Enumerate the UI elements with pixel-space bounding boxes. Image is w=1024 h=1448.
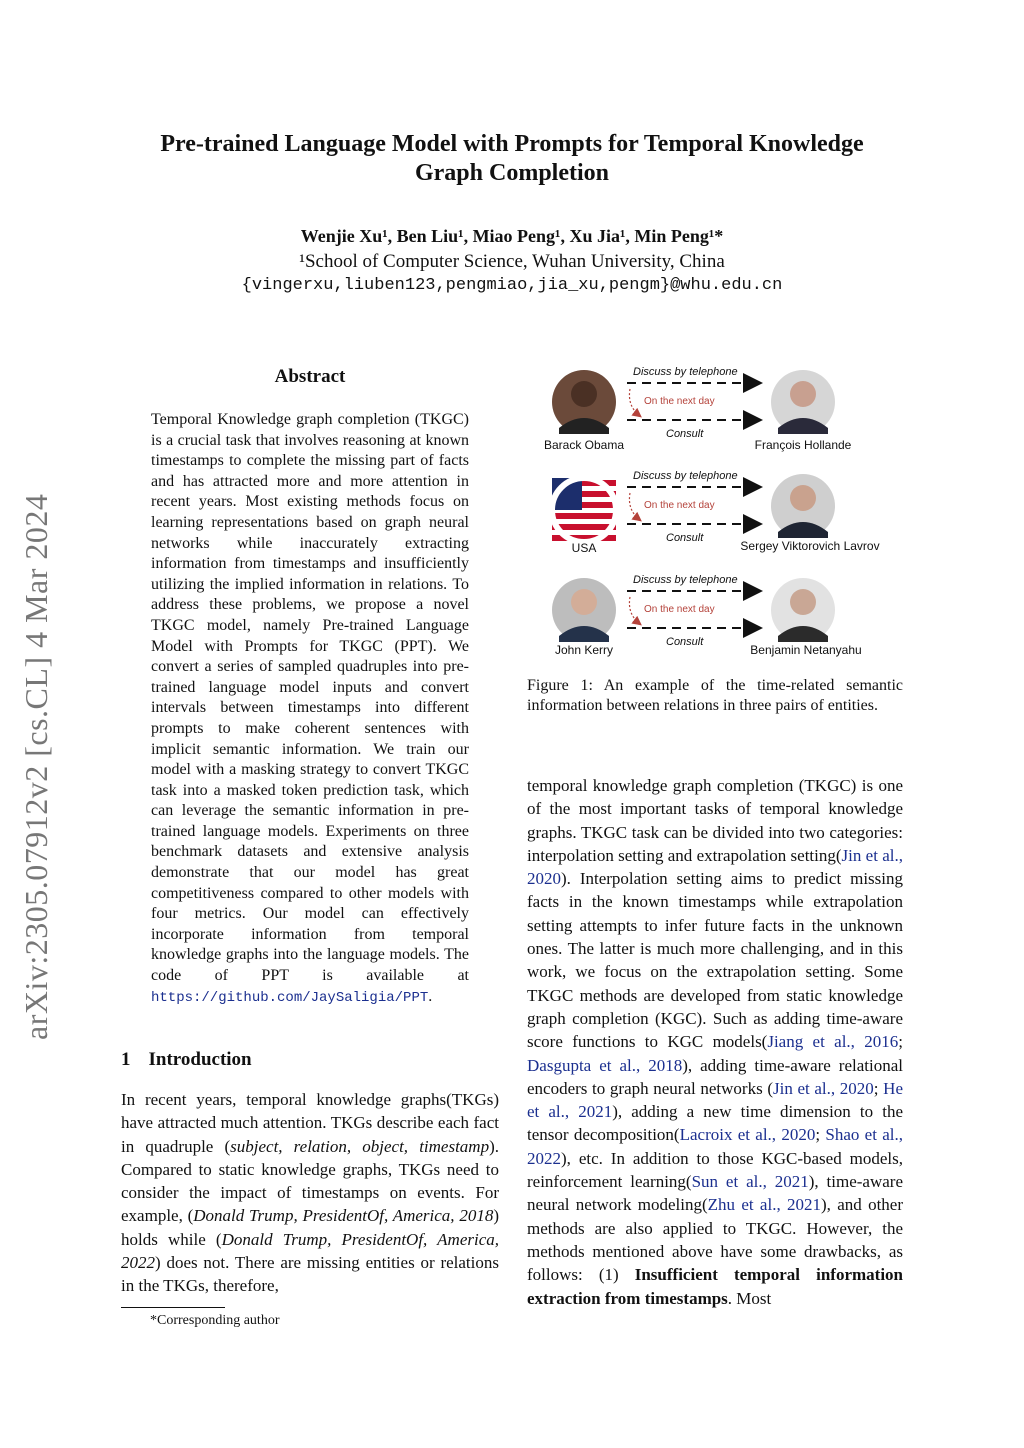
paper-title: Pre-trained Language Model with Prompts for Temporal Knowledge Graph Completion [160, 131, 864, 186]
entity-left-label: John Kerry [554, 643, 614, 657]
section-heading-introduction: 1 Introduction [121, 1049, 252, 1070]
footnote: *Corresponding author [150, 1313, 280, 1328]
next-day-label: On the next day [644, 500, 715, 511]
relation-label-bottom: Consult [666, 428, 704, 440]
abstract-heading: Abstract [274, 366, 346, 387]
citation-link[interactable]: Zhu et al., 2021 [707, 1195, 822, 1215]
abstract-body: Temporal Knowledge graph completion (TKGC) is a crucial task that involves reasoning at known timestamps to complete the missing part of facts and has attracted more and more attention in recent years. Most existing methods focus on learning representations based on graph neural networks while inaccurately extracting information from timestamps and insufficiently utilizing the implied information in relations. To address these problems, we propose a novel TKGC model, namely Pre-trained Language Model with Prompts for TKGC (PPT). We convert a series of sampled quadruples into pre-trained language model inputs and convert intervals between timestamps into different prompts to make coherent sentences with implicit semantic information. We train our model with a masking strategy to convert TKGC task into a masked token prediction task, which can leverage the semantic information in pre-trained language models. Experiments on three benchmark datasets and extensive analysis demonstrate that our model has great competitiveness compared to other models with four metrics. Our model can effectively incorporate information from temporal knowledge graphs into the language models. The code of PPT is available at https://github.com/JaySaligia/PPT. [151, 411, 469, 1006]
entity-pair-1 [544, 366, 852, 452]
next-day-label: On the next day [644, 396, 715, 407]
author-list: Wenjie Xu¹, Ben Liu¹, Miao Peng¹, Xu Jia¹, Min Peng¹* [300, 226, 724, 246]
relation-label-top: Discuss by telephone [633, 574, 738, 586]
author-emails: {vingerxu,liuben123,pengmiao,jia_xu,pengm}@whu.edu.cn [241, 276, 783, 295]
relation-label-top: Discuss by telephone [633, 470, 738, 482]
citation-link[interactable]: Lacroix et al., 2020 [679, 1125, 816, 1145]
relation-label-bottom: Consult [666, 532, 704, 544]
citation-link[interactable]: Shao et al., 2022 [527, 1125, 903, 1168]
citation-link[interactable]: Jin et al., 2020 [773, 1078, 874, 1098]
citation-link[interactable]: Jiang et al., 2016 [767, 1032, 899, 1052]
citation-link[interactable]: Dasgupta et al., 2018 [527, 1055, 683, 1075]
figure-caption: Figure 1: An example of the time-related semantic information between relations in three pairs of entities. [527, 677, 903, 714]
entity-right-label: Benjamin Netanyahu [750, 643, 862, 657]
code-link[interactable]: https://github.com/JaySaligia/PPT [151, 989, 429, 1006]
figure-1 [527, 356, 907, 666]
relation-label-bottom: Consult [666, 636, 704, 648]
next-day-label: On the next day [644, 604, 715, 615]
affiliation: ¹School of Computer Science, Wuhan University, China [299, 251, 725, 272]
entity-right-label: Sergey Viktorovich Lavrov [740, 539, 880, 553]
entity-left-label: USA [571, 541, 597, 555]
entity-left-label: Barack Obama [543, 438, 625, 452]
citation-link[interactable]: Jin et al., 2020 [527, 845, 903, 889]
footnote-rule [121, 1307, 225, 1308]
entity-pair-2 [552, 470, 880, 555]
introduction-body: In recent years, temporal knowledge graphs(TKGs) have attracted much attention. TKGs describe each fact in quadruple (subject, relation, object, timestamp). Compared to static knowledge graphs, TKGs need to consider the impact of timestamps on events. For example, (Donald Trump, PresidentOf, America, 2018) holds while (Donald Trump, PresidentOf, America, 2022) does not. There are missing entities or relations in the TKGs, therefore, [121, 1090, 499, 1296]
entity-pair-3 [552, 574, 862, 657]
entity-right-label: François Hollande [754, 438, 852, 452]
citation-link[interactable]: Sun et al., 2021 [691, 1172, 809, 1192]
usa-flag-icon [552, 478, 616, 542]
right-column-body: temporal knowledge graph completion (TKGC) is one of the most important tasks of temporal knowledge graphs. TKGC task can be divided into two categories: interpolation setting and extrapolation setting(Jin et al., 2020). Interpolation setting aims to predict missing facts in the known timestamps while extrapolation setting attempts to infer future facts in the unknown ones. The latter is much more challenging, and in this work, we focus on the extrapolation setting. Some TKGC methods are developed from static knowledge graph completion (KGC). Such as adding time-aware score functions to KGC models(Jiang et al., 2016; Dasgupta et al., 2018), adding time-aware relational encoders to graph neural networks (Jin et al., 2020; He et al., 2021), adding a new time dimension to the tensor decomposition(Lacroix et al., 2020; Shao et al., 2022), etc. In addition to those KGC-based models, reinforcement learning(Sun et al., 2021), time-aware neural network modeling(Zhu et al., 2021), and other methods are also applied to TKGC. However, the methods mentioned above have some drawbacks, as follows: (1) Insufficient temporal information extraction from timestamps. Most [527, 776, 904, 1308]
relation-label-top: Discuss by telephone [633, 366, 738, 378]
citation-link[interactable]: He et al., 2021 [527, 1078, 903, 1122]
arxiv-stamp: arXiv:2305.07912v2 [cs.CL] 4 Mar 2024 [18, 493, 54, 1040]
